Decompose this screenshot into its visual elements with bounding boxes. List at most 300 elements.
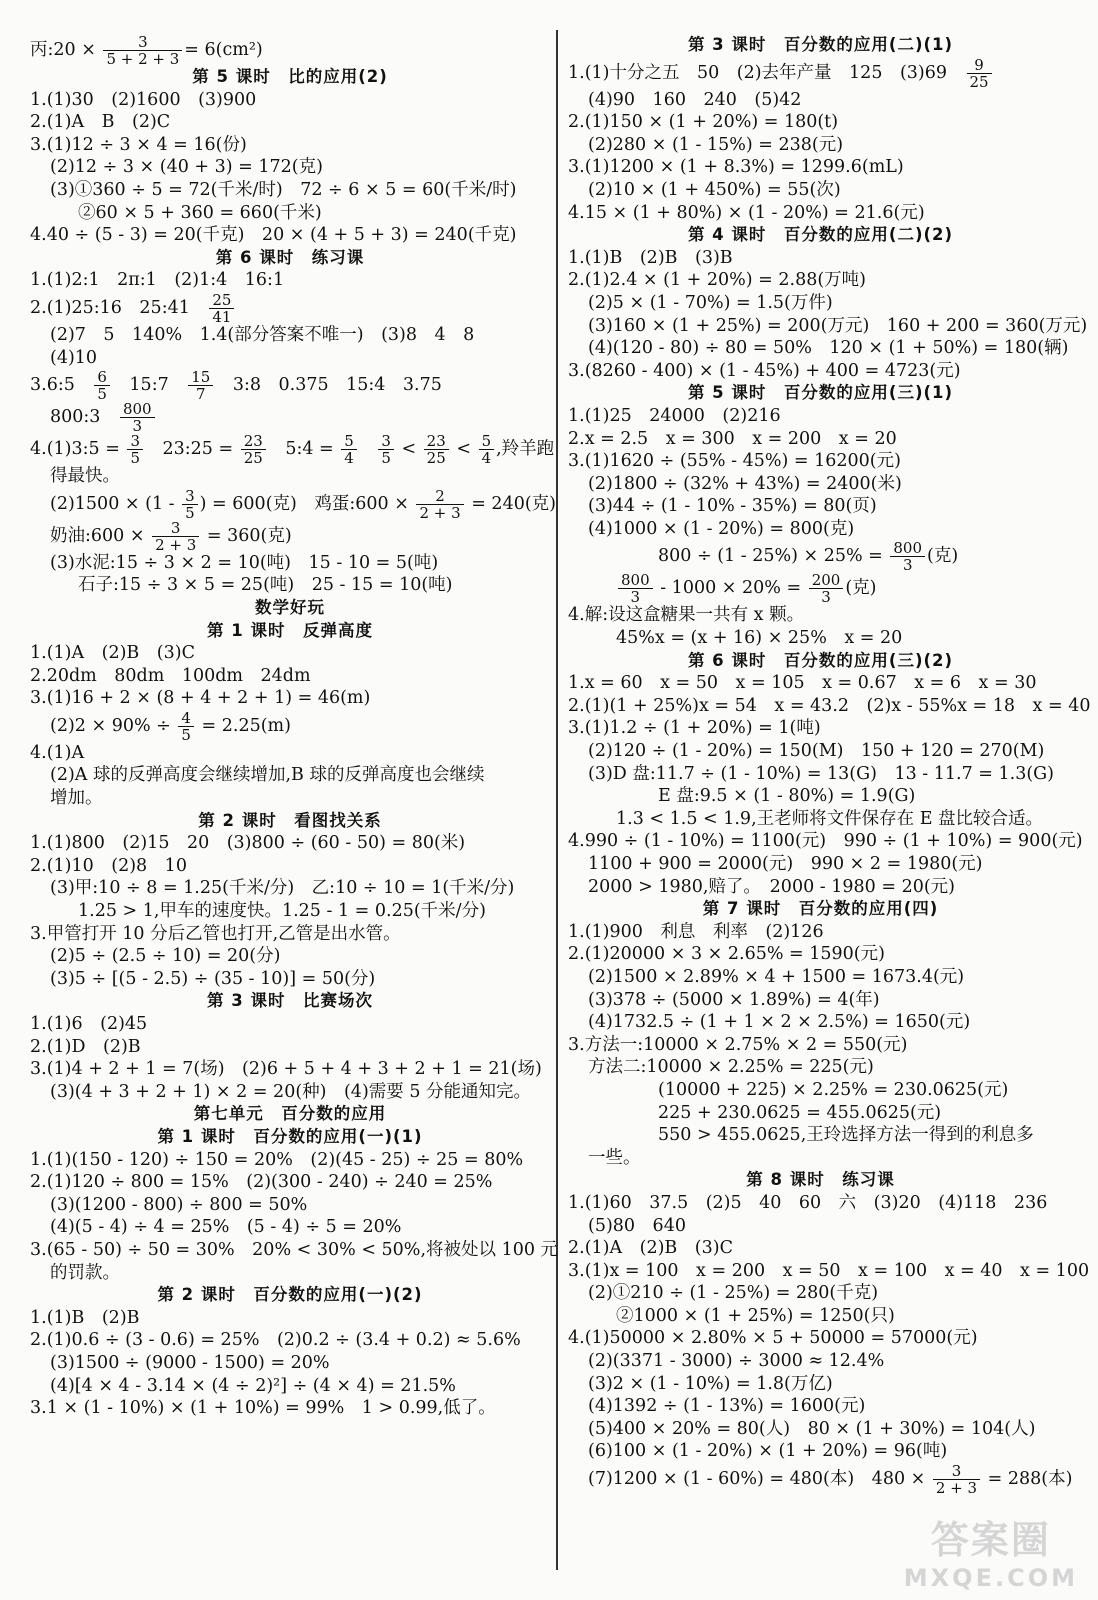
answer-line <box>568 111 1073 134</box>
answer-text: (1)800 (2)15 20 (3)800 ÷ (60 - 50) = 80(米) <box>46 833 466 854</box>
answer-text: (3)44 ÷ (1 - 10% - 35%) = 80(页) <box>588 496 877 517</box>
answer-line <box>30 1058 550 1081</box>
answer-text: (3)2 × (1 - 10%) = 1.8(万亿) <box>588 1373 833 1394</box>
question-number: 2. <box>30 1330 47 1351</box>
fraction <box>809 572 844 605</box>
answer-line <box>568 1011 1073 1034</box>
answer-text: 15:7 <box>111 375 187 396</box>
fraction <box>416 488 463 521</box>
answer-line <box>568 571 1073 607</box>
answer-text: (2)280 × (1 - 15%) = 238(元) <box>588 134 844 155</box>
lesson-heading: 第 2 课时 百分数的应用(一)(2) <box>157 1285 423 1305</box>
lesson-heading: 第 6 课时 百分数的应用(三)(2) <box>687 650 954 670</box>
fraction <box>241 433 266 466</box>
fraction-numerator: 800 <box>618 572 653 589</box>
answer-line <box>30 347 550 370</box>
answer-text: 3:8 0.375 15:4 3.75 <box>215 375 442 396</box>
fraction <box>120 401 155 434</box>
question-number: 3. <box>30 1239 47 1260</box>
answer-line <box>30 1171 550 1194</box>
fraction <box>479 433 495 466</box>
answer-text: (8260 - 400) × (1 - 45%) + 400 = 4723(元) <box>584 360 961 381</box>
question-number: 2. <box>30 665 47 686</box>
answer-line <box>568 966 1073 989</box>
question-number: 3. <box>30 134 47 155</box>
answer-text: (1)B (2)B <box>46 1307 140 1328</box>
fraction-numerator: 15 <box>188 369 213 386</box>
question-number: 3. <box>568 451 585 472</box>
answer-text: (3)5 ÷ [(5 - 2.5) ÷ (35 - 10)] = 50(分) <box>50 968 376 989</box>
answer-text: 15 × (1 + 80%) × (1 - 20%) = 21.6(元) <box>584 202 925 223</box>
answer-text: 方法一:10000 × 2.75% × 2 = 550(元) <box>584 1034 908 1055</box>
answer-text: (1)20000 × 3 × 2.65% = 1590(元) <box>584 944 885 965</box>
lesson-heading: 第 1 课时 反弹高度 <box>207 620 373 640</box>
question-number: 4. <box>568 605 585 626</box>
fraction-denominator: 3 <box>902 556 913 575</box>
answer-line <box>568 518 1073 541</box>
answer-text: (65 - 50) ÷ 50 = 30% 20% < 30% < 50%,将被处以 100 元 <box>46 1239 559 1260</box>
question-number: 2. <box>568 1238 585 1259</box>
fraction-numerator: 200 <box>809 572 844 589</box>
answer-line <box>568 763 1073 786</box>
answer-text: 的罚款。 <box>50 1262 120 1283</box>
answer-text: 一些。 <box>588 1147 641 1168</box>
answer-text: 800:3 <box>50 407 118 428</box>
answer-text: (2)120 ÷ (1 - 20%) = 150(M) 150 + 120 = 270(M) <box>588 741 1045 762</box>
answer-line <box>568 876 1073 899</box>
answer-text: 40 ÷ (5 - 3) = 20(千克) 20 × (4 + 5 + 3) = 240(千克) <box>46 225 517 246</box>
answer-text: (6)100 × (1 - 20%) × (1 + 20%) = 96(吨) <box>588 1441 948 1462</box>
answer-text: (2)5 × (1 - 70%) = 1.5(万件) <box>588 292 833 313</box>
answer-text: (2)12 ÷ 3 × (40 + 3) = 172(克) <box>50 157 323 178</box>
fraction-denominator: 25 <box>426 449 446 468</box>
fraction-numerator: 3 <box>933 1463 980 1480</box>
answer-text: (4)1392 ÷ (1 - 13%) = 1600(元) <box>588 1396 866 1417</box>
lesson-heading: 第七单元 百分数的应用 <box>193 1104 387 1124</box>
answer-line <box>30 900 550 923</box>
answer-line <box>30 324 550 347</box>
answer-line <box>568 179 1073 202</box>
answer-text: ②1000 × (1 + 25%) = 1250(只) <box>616 1305 895 1326</box>
answer-text: (5)400 × 20% = 80(人) 80 × (1 + 30%) = 104(人) <box>588 1418 1036 1439</box>
answer-text: 1 × (1 - 10%) × (1 + 10%) = 99% 1 > 0.99,低了。 <box>46 1398 496 1419</box>
answer-line <box>30 432 555 468</box>
lesson-heading: 第 5 课时 比的应用(2) <box>192 67 388 86</box>
answer-line <box>30 710 550 742</box>
answer-text: (1)(1 + 25%)x = 54 x = 43.2 (2)x - 55%x = 18 x = 40 <box>584 695 1091 716</box>
answer-line <box>30 1036 550 1059</box>
answer-line <box>568 1237 1073 1260</box>
fraction <box>341 433 357 466</box>
question-number: 3. <box>568 718 585 739</box>
question-number: 1. <box>30 1014 47 1034</box>
watermark-top: 答案圈 <box>930 1518 1051 1562</box>
fraction-denominator: 2 + 3 <box>419 503 461 522</box>
answer-text: 20dm 80dm 100dm 24dm <box>46 665 311 686</box>
fraction-denominator: 3 <box>821 588 831 607</box>
answer-text: 23:25 = <box>145 439 239 460</box>
answer-text: (1)A (2)B (3)C <box>46 643 195 664</box>
answer-text: (1)900 利息 利率 (2)126 <box>584 921 824 942</box>
answer-line <box>568 717 1073 740</box>
answer-text: = 6(cm²) <box>184 40 263 60</box>
answer-text: (1)2.4 × (1 + 20%) = 2.88(万吨) <box>584 270 866 291</box>
answer-line <box>568 539 1073 575</box>
answer-text: - 1000 × 20% = <box>654 578 807 599</box>
answer-line <box>568 247 1073 270</box>
answer-line <box>30 642 550 665</box>
fraction-denominator: 5 <box>381 449 391 468</box>
answer-text: (1)25:16 25:41 <box>46 297 208 318</box>
fraction-denominator: 5 <box>181 725 191 744</box>
lesson-heading: 第 1 课时 百分数的应用(一)(1) <box>157 1126 423 1146</box>
answer-line <box>30 1216 550 1239</box>
answer-text: (1)十分之五 50 (2)去年产量 125 (3)69 <box>584 62 965 83</box>
answer-line <box>568 627 1073 650</box>
lesson-heading: 第 8 课时 练习课 <box>746 1170 895 1190</box>
fraction-numerator: 5 <box>479 433 495 450</box>
question-number: 3. <box>30 923 47 944</box>
answer-text: (4)[4 × 4 - 3.14 × (4 ÷ 2)²] ÷ (4 × 4) = 21.5% <box>50 1375 456 1396</box>
answer-text: (1)A (2)B (3)C <box>584 1238 733 1259</box>
fraction <box>967 57 992 90</box>
answer-line <box>30 923 550 946</box>
fraction-denominator: 2 + 3 <box>155 535 197 554</box>
answer-line <box>568 156 1073 179</box>
fraction-denominator: 3 <box>132 417 143 436</box>
fraction <box>618 572 653 605</box>
watermark-logo <box>904 1509 1078 1592</box>
answer-line <box>568 89 1073 112</box>
lesson-heading: 第 7 课时 百分数的应用(四) <box>702 899 939 919</box>
answer-line <box>568 269 1073 292</box>
answer-text: 增加。 <box>50 788 103 809</box>
answer-line <box>568 1215 1073 1238</box>
answer-text: 奶油:600 × <box>50 525 151 546</box>
fraction-numerator: 6 <box>94 369 110 386</box>
answer-text: (1)4 + 2 + 1 = 7(场) (2)6 + 5 + 4 + 3 + 2 + 1 = 21(场) <box>46 1059 542 1080</box>
answer-text: (5)80 640 <box>588 1215 686 1236</box>
answer-line <box>30 465 550 488</box>
answer-line <box>568 989 1073 1012</box>
answer-line <box>30 1239 559 1262</box>
answer-text: x = 60 x = 50 x = 105 x = 0.67 x = 6 x = 30 <box>584 673 1037 694</box>
answer-text: = 2.25(m) <box>195 715 291 736</box>
answer-line <box>568 1395 1073 1418</box>
answer-line <box>568 672 1073 695</box>
column-divider <box>556 30 558 1570</box>
answer-text: (4)(5 - 4) ÷ 4 = 25% (5 - 4) ÷ 5 = 20% <box>50 1217 402 1238</box>
lesson-heading: 第 6 课时 练习课 <box>215 247 365 267</box>
answer-line <box>568 1350 1073 1373</box>
answer-line <box>30 552 550 575</box>
fraction <box>933 1463 980 1496</box>
answer-line <box>30 111 550 134</box>
answer-line <box>568 785 1073 808</box>
answer-text: (1)0.6 ÷ (3 - 0.6) = 25% (2)0.2 ÷ (3.4 + 0.2) ≈ 5.6% <box>46 1330 521 1351</box>
answer-text: (1)25 24000 (2)216 <box>584 405 781 426</box>
question-number: 2. <box>568 270 585 291</box>
answer-line <box>568 943 1073 966</box>
answer-text: ) = 600(克) 鸡蛋:600 × <box>199 493 415 514</box>
answer-line <box>30 855 550 878</box>
fraction-numerator: 2 <box>416 488 463 505</box>
answer-text: (1)16 + 2 × (8 + 4 + 2 + 1) = 46(m) <box>46 688 371 709</box>
fraction-denominator: 7 <box>196 385 206 404</box>
question-number: 1. <box>30 89 47 110</box>
answer-text: 800 ÷ (1 - 25%) × 25% = <box>658 546 889 567</box>
fraction-numerator: 3 <box>127 433 143 450</box>
fraction-numerator: 23 <box>241 433 266 450</box>
lesson-heading: 第 4 课时 百分数的应用(二)(2) <box>687 225 954 245</box>
answer-line <box>30 1397 550 1420</box>
answer-text: (4)(120 - 80) ÷ 80 = 50% 120 × (1 + 50%) = 180(辆) <box>588 338 1069 359</box>
question-number: 2. <box>568 428 585 449</box>
answer-line <box>568 473 1073 496</box>
answer-text: x = 2.5 x = 300 x = 200 x = 20 <box>584 428 897 449</box>
answer-text: (1)150 × (1 + 20%) = 180(t) <box>584 112 839 133</box>
question-number: 1. <box>30 833 47 854</box>
answer-line <box>568 1260 1090 1283</box>
answer-text: (2)2 × 90% ÷ <box>50 715 177 736</box>
answer-text: (1)D (2)B <box>46 1036 141 1057</box>
fraction <box>378 433 394 466</box>
question-number: 1. <box>568 1192 585 1213</box>
question-number: 3. <box>30 688 47 709</box>
fraction-numerator: 23 <box>424 433 449 450</box>
answer-text: (3)160 × (1 + 25%) = 200(万元) 160 + 200 = 360(万元) <box>588 315 1088 336</box>
fraction-denominator: 41 <box>212 307 232 326</box>
lesson-heading: 第 3 课时 百分数的应用(二)(1) <box>687 35 954 54</box>
answer-text: (1)x = 100 x = 200 x = 50 x = 100 x = 40 x = 100 <box>584 1260 1090 1281</box>
answer-text: (1)(150 - 120) ÷ 150 = 20% (2)(45 - 25) ÷ 25 = 80% <box>46 1149 524 1170</box>
answer-text: (3)①360 ÷ 5 = 72(千米/时) 72 ÷ 6 × 5 = 60(千米/时) <box>50 179 517 200</box>
answer-text: 2000 > 1980,赔了。 2000 - 1980 = 20(元) <box>588 876 955 897</box>
question-number: 2. <box>30 855 47 876</box>
fraction-denominator: 5 <box>185 503 195 522</box>
fraction-denominator: 25 <box>243 449 263 468</box>
answer-line <box>568 315 1088 338</box>
answer-text: 6:5 <box>46 375 93 396</box>
lesson-heading: 第 2 课时 看图找关系 <box>198 810 382 830</box>
answer-line <box>568 1124 1073 1147</box>
fraction-denominator: 5 <box>130 449 140 468</box>
answer-line <box>30 134 550 157</box>
answer-line <box>568 428 1073 451</box>
answer-text: 得最快。 <box>50 466 120 487</box>
answer-line <box>568 853 1073 876</box>
answer-text: 解:设这盒糖果一共有 x 颗。 <box>584 605 805 626</box>
answer-line <box>568 1147 1073 1170</box>
answer-text: = 360(克) <box>201 525 292 546</box>
answer-text: 1.3 < 1.5 < 1.9,王老师将文件保存在 E 盘比较合适。 <box>616 808 1044 829</box>
answer-text: < <box>450 439 477 460</box>
answer-text: (2)5 ÷ (2.5 ÷ 10) = 20(分) <box>50 946 281 967</box>
answer-line <box>568 740 1073 763</box>
answer-line <box>568 450 1073 473</box>
answer-line <box>30 574 550 597</box>
answer-text: 丙:20 × <box>30 40 102 60</box>
question-number: 4. <box>30 225 47 246</box>
answer-text: (4)1732.5 ÷ (1 + 1 × 2 × 2.5%) = 1650(元) <box>588 1012 971 1033</box>
answer-line <box>30 179 550 202</box>
answer-text: (克) <box>927 546 959 567</box>
answer-text: (2)1800 ÷ (32% + 43%) = 2400(米) <box>588 473 902 494</box>
answer-text: 1100 + 900 = 2000(元) 990 × 2 = 1980(元) <box>588 854 983 874</box>
answer-line <box>568 1034 1073 1057</box>
answer-line <box>568 1440 1073 1463</box>
answer-text: (2)1500 × 2.89% × 4 + 1500 = 1673.4(元) <box>588 966 965 987</box>
answer-line <box>30 292 550 324</box>
answer-text: (1)50000 × 2.80% × 5 + 50000 = 57000(元) <box>584 1328 978 1349</box>
answer-line <box>568 1192 1073 1215</box>
answer-text: (1)B (2)B (3)B <box>584 247 733 268</box>
question-number: 1. <box>30 1149 47 1170</box>
fraction <box>890 540 925 573</box>
question-number: 3. <box>30 1398 47 1419</box>
answer-text: (1)1.2 ÷ (1 + 20%) = 1(吨) <box>584 718 821 739</box>
answer-line <box>568 830 1083 853</box>
answer-text: (1)10 (2)8 10 <box>46 855 187 876</box>
answer-line <box>30 269 550 292</box>
lesson-heading: 第 5 课时 百分数的应用(三)(1) <box>687 383 954 403</box>
question-number: 1. <box>568 921 585 942</box>
answer-line <box>30 877 550 900</box>
left-column <box>30 33 559 1420</box>
answer-line <box>30 1194 550 1217</box>
answer-line <box>568 1327 1073 1350</box>
answer-line <box>30 787 550 810</box>
answer-text: (2)7 5 140% 1.4(部分答案不唯一) (3)8 4 8 <box>50 324 475 345</box>
question-number: 2. <box>30 112 47 133</box>
answer-text: (1)1620 ÷ (55% - 45%) = 16200(元) <box>584 451 901 472</box>
answer-line <box>30 400 550 436</box>
question-number: 2. <box>30 1036 47 1057</box>
question-number: 1. <box>30 643 47 664</box>
answer-text: (1)12 ÷ 3 × 4 = 16(份) <box>46 134 247 155</box>
lesson-heading: 第 3 课时 比赛场次 <box>207 991 373 1011</box>
answer-line <box>30 764 550 787</box>
answer-line <box>30 742 550 765</box>
question-number: 3. <box>30 375 47 396</box>
fraction <box>424 433 449 466</box>
fraction <box>103 34 182 67</box>
answer-line <box>568 292 1073 315</box>
fraction <box>182 488 198 521</box>
fraction <box>188 369 213 402</box>
question-number: 4. <box>568 831 585 852</box>
answer-line <box>30 1149 550 1172</box>
answer-line <box>30 1013 550 1036</box>
answer-line <box>568 1373 1073 1396</box>
watermark-bottom: MXQE.COM <box>903 1564 1078 1592</box>
answer-text: = 240(克) <box>465 493 556 514</box>
answer-line <box>568 405 1073 428</box>
answer-line <box>30 224 550 247</box>
answer-line <box>30 1307 550 1330</box>
answer-text: (2)10 × (1 + 450%) = 55(次) <box>588 179 841 200</box>
fraction-denominator: 5 <box>97 385 107 404</box>
question-number: 1. <box>568 62 585 83</box>
answer-line <box>30 687 550 710</box>
answer-text: (2)A 球的反弹高度会继续增加,B 球的反弹高度也会继续 <box>50 765 485 786</box>
answer-line <box>30 945 550 968</box>
fraction-numerator: 5 <box>341 433 357 450</box>
answer-text: (3)(1200 - 800) ÷ 800 = 50% <box>50 1194 308 1215</box>
answer-text: 990 ÷ (1 - 10%) = 1100(元) 990 ÷ (1 + 10%) = 900(元) <box>584 831 1083 852</box>
question-number: 3. <box>568 1034 585 1055</box>
answer-text: (3)甲:10 ÷ 8 = 1.25(千米/分) 乙:10 ÷ 10 = 1(千米/分) <box>50 878 515 899</box>
fraction-numerator: 3 <box>103 34 182 51</box>
answer-line <box>568 808 1073 831</box>
answer-text: < <box>395 439 422 460</box>
answer-line <box>30 202 550 225</box>
answer-line <box>30 486 556 522</box>
answer-text: (1)3:5 = <box>46 439 126 460</box>
answer-line <box>30 1375 550 1398</box>
answer-line <box>568 495 1073 518</box>
question-number: 3. <box>30 1059 47 1080</box>
fraction <box>152 520 199 553</box>
question-number: 4. <box>30 439 47 460</box>
answer-text: (10000 + 225) × 2.25% = 230.0625(元) <box>658 1079 1009 1100</box>
fraction-denominator: 4 <box>481 449 492 468</box>
answer-text: (1)2:1 2π:1 (2)1:4 16:1 <box>46 270 285 291</box>
answer-line <box>568 57 1073 89</box>
answer-text: (4)10 <box>50 347 98 368</box>
fraction-denominator: 5 + 2 + 3 <box>106 50 180 68</box>
answer-text: (7)1200 × (1 - 60%) = 480(本) 480 × <box>588 1469 931 1490</box>
answer-line <box>568 134 1073 157</box>
answer-line <box>568 1102 1073 1125</box>
answer-line <box>568 1079 1073 1102</box>
answer-text: (3)378 ÷ (5000 × 1.89%) = 4(年) <box>588 989 880 1010</box>
answer-line <box>568 604 1073 627</box>
answer-line <box>30 520 550 552</box>
question-number: 2. <box>30 297 47 318</box>
answer-text: (2)1500 × (1 - <box>50 493 181 514</box>
answer-line <box>30 1352 550 1375</box>
question-number: 2. <box>30 1172 47 1193</box>
question-number: 1. <box>30 1307 47 1328</box>
fraction-denominator: 4 <box>344 449 354 468</box>
answer-text: ②60 × 5 + 360 = 660(千米) <box>78 202 322 223</box>
answer-text: 45%x = (x + 16) × 25% x = 20 <box>616 628 903 649</box>
answer-line <box>30 968 550 991</box>
question-number: 4. <box>568 1328 585 1349</box>
answer-text: (3)1500 ÷ (9000 - 1500) = 20% <box>50 1352 330 1373</box>
answer-line <box>568 1056 1073 1079</box>
answer-line <box>568 695 1091 718</box>
answer-text: (4)1000 × (1 - 20%) = 800(克) <box>588 518 855 539</box>
answer-text: (3)(4 + 3 + 2 + 1) × 2 = 20(种) (4)需要 5 分能通知完。 <box>50 1081 532 1102</box>
fraction-denominator: 3 <box>630 588 641 607</box>
question-number: 1. <box>30 270 47 291</box>
fraction-denominator: 2 + 3 <box>935 1479 978 1498</box>
question-number: 1. <box>568 247 585 268</box>
lesson-heading: 数学好玩 <box>255 597 325 617</box>
question-number: 3. <box>568 1260 585 1281</box>
fraction-denominator: 25 <box>969 72 989 91</box>
fraction-numerator: 9 <box>967 57 992 74</box>
answer-line <box>568 1282 1073 1305</box>
answer-text: (3)水泥:15 ÷ 3 × 2 = 10(吨) 15 - 10 = 5(吨) <box>50 552 439 573</box>
answer-line <box>568 1418 1073 1441</box>
answer-text: (1)60 37.5 (2)5 40 60 六 (3)20 (4)118 236 <box>584 1192 1048 1213</box>
answer-text: (1)1200 × (1 + 8.3%) = 1299.6(mL) <box>584 157 904 178</box>
fraction-numerator: 4 <box>178 710 194 727</box>
answer-text: = 288(本) <box>982 1469 1073 1490</box>
